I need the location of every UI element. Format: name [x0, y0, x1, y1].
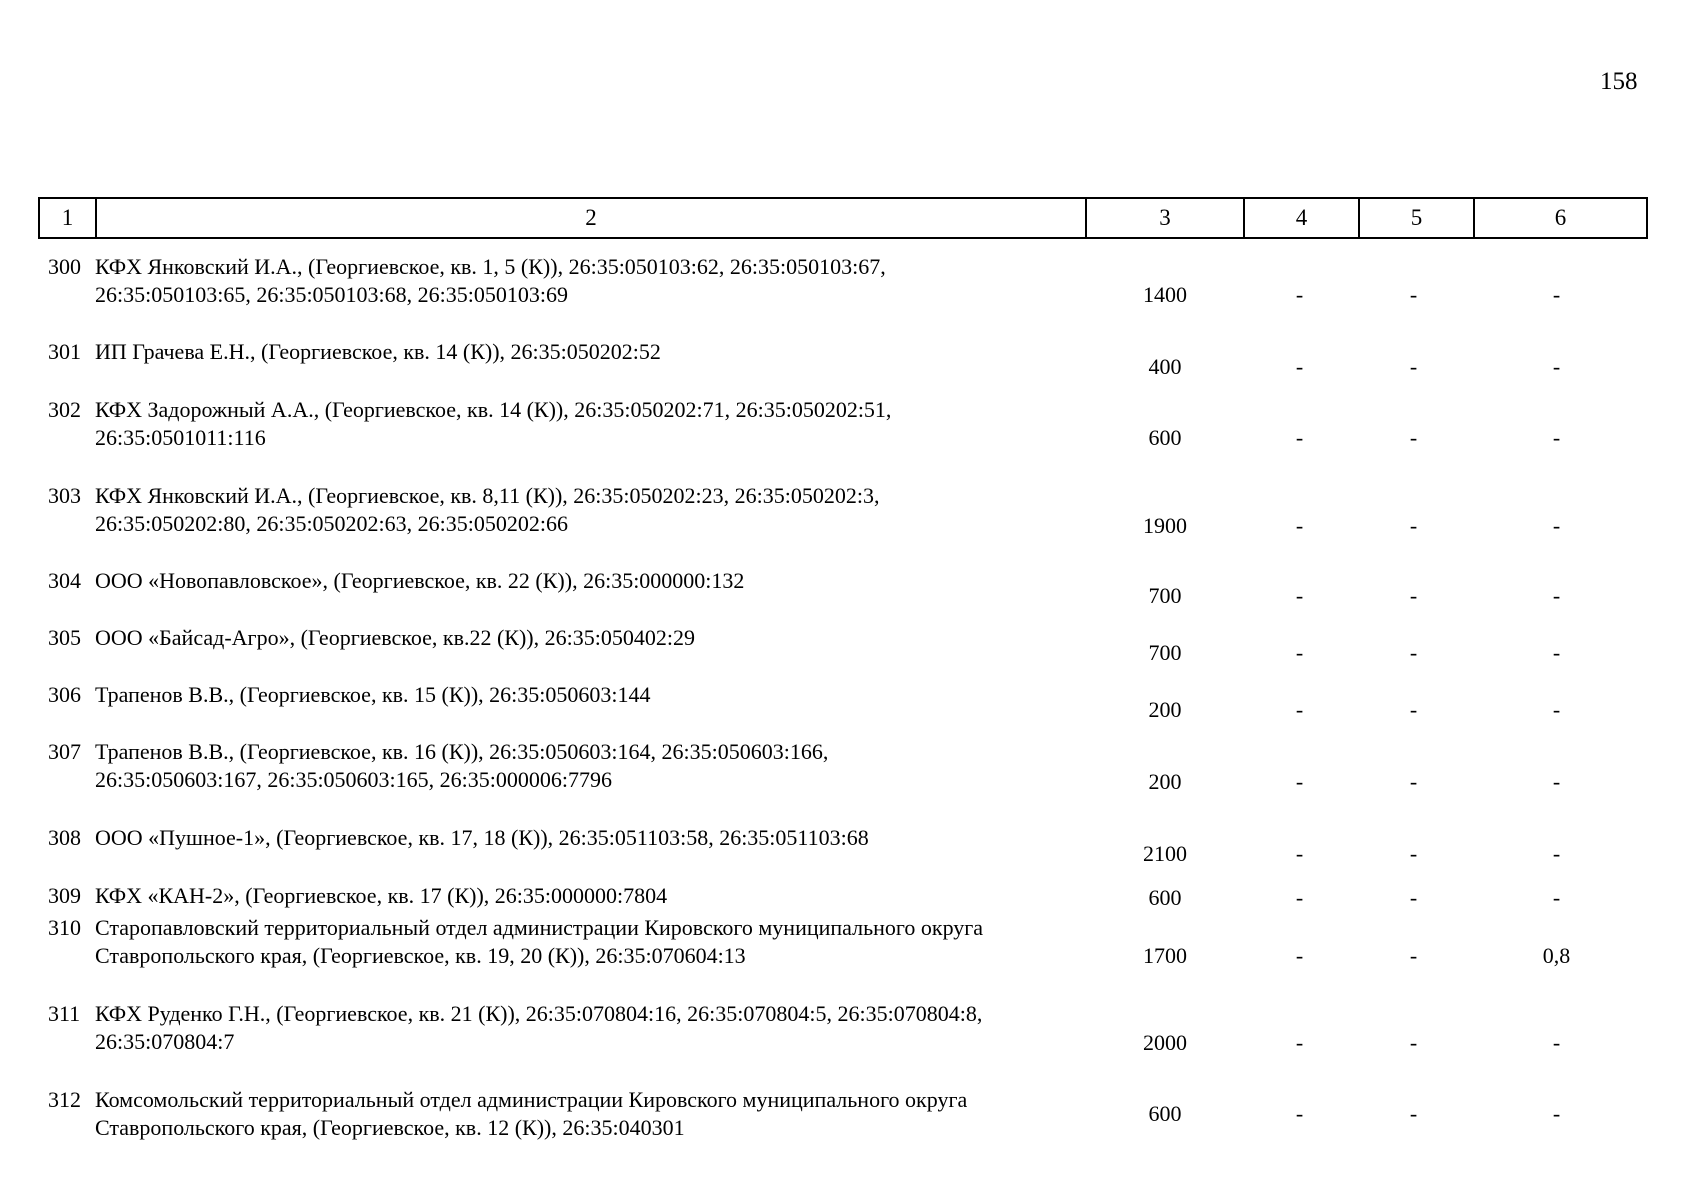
row-value-col3: 1400	[1143, 282, 1187, 307]
row-description-line: Ставропольского края, (Георгиевское, кв. 19, 20 (К)), 26:35:070604:13	[95, 943, 746, 968]
row-description	[95, 914, 1095, 970]
row-value-col5: -	[1409, 841, 1418, 866]
row-value-col6: -	[1552, 425, 1561, 450]
row-value-col4: -	[1295, 1101, 1304, 1126]
row-value-col3: 600	[1148, 885, 1182, 910]
row-description-line: Старопавловский территориальный отдел администрации Кировского муниципального округа	[95, 915, 984, 940]
row-value-col4: -	[1295, 1030, 1304, 1055]
row-description-line: 26:35:050202:80, 26:35:050202:63, 26:35:050202:66	[95, 511, 569, 536]
row-description	[95, 1000, 1095, 1056]
row-value-col6: 0,8	[1542, 943, 1571, 968]
row-description-line: 26:35:070804:7	[95, 1029, 235, 1054]
row-description	[95, 1086, 1095, 1142]
row-description	[95, 882, 1095, 910]
column-header-6: 6	[1474, 198, 1647, 238]
row-description-line: 26:35:050603:167, 26:35:050603:165, 26:35:000006:7796	[95, 767, 613, 792]
row-description	[95, 396, 1095, 452]
row-number: 310	[48, 915, 81, 940]
row-value-col6: -	[1552, 1101, 1561, 1126]
column-header-3: 3	[1086, 198, 1244, 238]
row-value-col5: -	[1409, 640, 1418, 665]
row-value-col4: -	[1295, 769, 1304, 794]
row-description	[95, 824, 1095, 852]
row-description	[95, 738, 1095, 794]
row-description-line: КФХ Янковский И.А., (Георгиевское, кв. 8,11 (К)), 26:35:050202:23, 26:35:050202:3,	[95, 483, 880, 508]
row-value-col4: -	[1295, 513, 1304, 538]
row-value-col4: -	[1295, 943, 1304, 968]
row-value-col4: -	[1295, 354, 1304, 379]
row-description	[95, 482, 1095, 538]
row-value-col4: -	[1295, 282, 1304, 307]
row-description-line: ООО «Новопавловское», (Георгиевское, кв. 22 (К)), 26:35:000000:132	[95, 568, 745, 593]
row-description-line: Ставропольского края, (Георгиевское, кв. 12 (К)), 26:35:040301	[95, 1115, 685, 1140]
row-description-line: 26:35:050103:65, 26:35:050103:68, 26:35:050103:69	[95, 282, 569, 307]
row-description-line: КФХ Руденко Г.Н., (Георгиевское, кв. 21 (К)), 26:35:070804:16, 26:35:070804:5, 26:35:070804:8,	[95, 1001, 983, 1026]
row-value-col6: -	[1552, 282, 1561, 307]
page-number: 158	[1600, 68, 1638, 95]
row-value-col3: 1900	[1143, 513, 1187, 538]
row-value-col3: 600	[1148, 1101, 1182, 1126]
row-value-col5: -	[1409, 1101, 1418, 1126]
row-number: 308	[48, 825, 81, 850]
row-value-col4: -	[1295, 583, 1304, 608]
row-value-col5: -	[1409, 697, 1418, 722]
row-number: 302	[48, 397, 81, 422]
row-value-col3: 200	[1148, 769, 1182, 794]
row-value-col5: -	[1409, 282, 1418, 307]
row-description-line: КФХ Задорожный А.А., (Георгиевское, кв. 14 (К)), 26:35:050202:71, 26:35:050202:51,	[95, 397, 892, 422]
row-value-col5: -	[1409, 885, 1418, 910]
row-value-col6: -	[1552, 1030, 1561, 1055]
row-description-line: ООО «Пушное-1», (Георгиевское, кв. 17, 18 (К)), 26:35:051103:58, 26:35:051103:68	[95, 825, 869, 850]
row-description	[95, 681, 1095, 709]
row-value-col5: -	[1409, 943, 1418, 968]
row-number: 309	[48, 883, 81, 908]
row-description	[95, 253, 1095, 309]
column-header-4: 4	[1244, 198, 1359, 238]
row-value-col4: -	[1295, 425, 1304, 450]
column-header-5: 5	[1359, 198, 1474, 238]
row-value-col5: -	[1409, 425, 1418, 450]
row-number: 305	[48, 625, 81, 650]
row-value-col6: -	[1552, 354, 1561, 379]
row-value-col4: -	[1295, 640, 1304, 665]
row-value-col6: -	[1552, 640, 1561, 665]
row-number: 304	[48, 568, 81, 593]
row-value-col6: -	[1552, 697, 1561, 722]
row-value-col6: -	[1552, 513, 1561, 538]
row-number: 303	[48, 483, 81, 508]
row-value-col6: -	[1552, 769, 1561, 794]
row-value-col4: -	[1295, 697, 1304, 722]
column-header-2: 2	[96, 198, 1086, 238]
row-number: 301	[48, 339, 81, 364]
row-value-col3: 2000	[1143, 1030, 1187, 1055]
row-value-col3: 1700	[1143, 943, 1187, 968]
row-description	[95, 338, 1095, 366]
row-value-col6: -	[1552, 885, 1561, 910]
row-value-col5: -	[1409, 513, 1418, 538]
row-value-col5: -	[1409, 769, 1418, 794]
row-value-col4: -	[1295, 885, 1304, 910]
row-value-col3: 600	[1148, 425, 1182, 450]
row-number: 312	[48, 1087, 81, 1112]
row-value-col3: 200	[1148, 697, 1182, 722]
row-number: 311	[48, 1001, 81, 1026]
row-description	[95, 567, 1095, 595]
row-value-col3: 2100	[1143, 841, 1187, 866]
row-description-line: Трапенов В.В., (Георгиевское, кв. 16 (К)), 26:35:050603:164, 26:35:050603:166,	[95, 739, 829, 764]
row-number: 306	[48, 682, 81, 707]
row-number: 300	[48, 254, 81, 279]
row-value-col4: -	[1295, 841, 1304, 866]
row-value-col6: -	[1552, 841, 1561, 866]
row-value-col3: 700	[1148, 640, 1182, 665]
row-description-line: ООО «Байсад-Агро», (Георгиевское, кв.22 (К)), 26:35:050402:29	[95, 625, 695, 650]
row-description	[95, 624, 1095, 652]
row-value-col5: -	[1409, 354, 1418, 379]
row-value-col5: -	[1409, 583, 1418, 608]
row-description-line: КФХ «КАН-2», (Георгиевское, кв. 17 (К)), 26:35:000000:7804	[95, 883, 668, 908]
row-value-col3: 700	[1148, 583, 1182, 608]
column-header-1: 1	[39, 198, 96, 238]
row-value-col3: 400	[1148, 354, 1182, 379]
row-description-line: Комсомольский территориальный отдел администрации Кировского муниципального округа	[95, 1087, 968, 1112]
row-value-col6: -	[1552, 583, 1561, 608]
row-description-line: КФХ Янковский И.А., (Георгиевское, кв. 1, 5 (К)), 26:35:050103:62, 26:35:050103:67,	[95, 254, 886, 279]
row-description-line: Трапенов В.В., (Георгиевское, кв. 15 (К)), 26:35:050603:144	[95, 682, 651, 707]
row-value-col5: -	[1409, 1030, 1418, 1055]
row-number: 307	[48, 739, 81, 764]
row-description-line: 26:35:0501011:116	[95, 425, 266, 450]
row-description-line: ИП Грачева Е.Н., (Георгиевское, кв. 14 (К)), 26:35:050202:52	[95, 339, 661, 364]
